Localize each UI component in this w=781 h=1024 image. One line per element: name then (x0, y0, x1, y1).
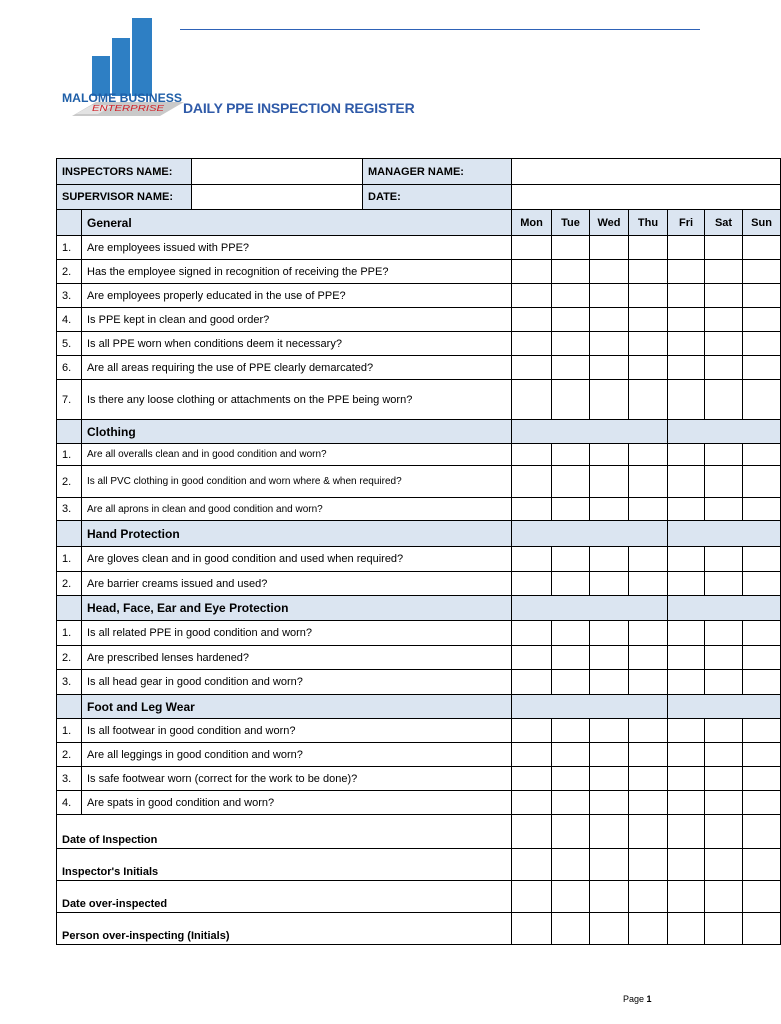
footer-row (57, 815, 781, 849)
check-cell-fri[interactable] (668, 646, 705, 670)
check-cell-sat[interactable] (705, 719, 743, 743)
inspection-register-table (56, 158, 781, 945)
question-text: Is all PPE worn when conditions deem it necessary? (82, 332, 512, 356)
check-cell-tue[interactable] (552, 356, 590, 380)
footer-cell-mon[interactable] (512, 815, 552, 849)
check-cell-mon[interactable] (512, 572, 552, 596)
check-cell-sun[interactable] (743, 646, 781, 670)
check-cell-sat[interactable] (705, 444, 743, 466)
footer-cell-wed[interactable] (590, 815, 629, 849)
question-row (57, 670, 781, 695)
check-cell-tue[interactable] (552, 260, 590, 284)
check-cell-mon[interactable] (512, 356, 552, 380)
check-cell-sun[interactable] (743, 356, 781, 380)
header-row-1 (57, 159, 781, 185)
footer-cell-thu[interactable] (629, 881, 668, 913)
question-text: Are all leggings in good condition and worn? (82, 743, 512, 767)
question-row (57, 743, 781, 767)
question-row (57, 284, 781, 308)
check-cell-tue[interactable] (552, 572, 590, 596)
check-cell-sun[interactable] (743, 498, 781, 521)
check-cell-fri[interactable] (668, 308, 705, 332)
check-cell-fri[interactable] (668, 444, 705, 466)
question-number: 1. (57, 719, 82, 743)
check-cell-fri[interactable] (668, 719, 705, 743)
question-text: Is all PVC clothing in good condition and worn where & when required? (82, 466, 512, 498)
check-cell-wed[interactable] (590, 670, 629, 695)
check-cell-wed[interactable] (590, 236, 629, 260)
check-cell-fri[interactable] (668, 670, 705, 695)
day-header-wed: Wed (590, 210, 629, 236)
footer-cell-fri[interactable] (668, 849, 705, 881)
question-number: 2. (57, 466, 82, 498)
check-cell-thu[interactable] (629, 621, 668, 646)
date-field[interactable] (512, 185, 781, 210)
check-cell-wed[interactable] (590, 332, 629, 356)
check-cell-wed[interactable] (590, 646, 629, 670)
check-cell-tue[interactable] (552, 380, 590, 420)
header-row-2 (57, 185, 781, 210)
section-fill (512, 695, 668, 719)
check-cell-tue[interactable] (552, 743, 590, 767)
section-spacer (57, 420, 82, 444)
section-fill (668, 521, 781, 547)
check-cell-mon[interactable] (512, 719, 552, 743)
check-cell-sun[interactable] (743, 743, 781, 767)
footer-cell-fri[interactable] (668, 881, 705, 913)
check-cell-sat[interactable] (705, 260, 743, 284)
check-cell-sun[interactable] (743, 236, 781, 260)
question-row (57, 466, 781, 498)
check-cell-thu[interactable] (629, 791, 668, 815)
section-spacer (57, 695, 82, 719)
footer-label: Person over-inspecting (Initials) (57, 913, 512, 945)
question-row (57, 767, 781, 791)
check-cell-sun[interactable] (743, 308, 781, 332)
footer-cell-sun[interactable] (743, 913, 781, 945)
check-cell-wed[interactable] (590, 308, 629, 332)
check-cell-tue[interactable] (552, 621, 590, 646)
check-cell-thu[interactable] (629, 743, 668, 767)
question-number: 2. (57, 260, 82, 284)
question-number: 1. (57, 444, 82, 466)
check-cell-wed[interactable] (590, 498, 629, 521)
question-number: 3. (57, 498, 82, 521)
question-number: 3. (57, 767, 82, 791)
check-cell-wed[interactable] (590, 621, 629, 646)
question-row (57, 236, 781, 260)
check-cell-fri[interactable] (668, 284, 705, 308)
check-cell-mon[interactable] (512, 743, 552, 767)
check-cell-sun[interactable] (743, 621, 781, 646)
check-cell-sat[interactable] (705, 743, 743, 767)
check-cell-sun[interactable] (743, 670, 781, 695)
footer-label: Date of Inspection (57, 815, 512, 849)
check-cell-tue[interactable] (552, 332, 590, 356)
section-spacer (57, 596, 82, 621)
section-title: Foot and Leg Wear (82, 695, 512, 719)
question-text: Are employees issued with PPE? (82, 236, 512, 260)
day-header-mon: Mon (512, 210, 552, 236)
question-row (57, 621, 781, 646)
question-number: 3. (57, 284, 82, 308)
day-header-thu: Thu (629, 210, 668, 236)
question-row (57, 332, 781, 356)
check-cell-thu[interactable] (629, 380, 668, 420)
manager-name-field[interactable] (512, 159, 781, 185)
question-text: Are barrier creams issued and used? (82, 572, 512, 596)
footer-cell-thu[interactable] (629, 849, 668, 881)
question-text: Is PPE kept in clean and good order? (82, 308, 512, 332)
check-cell-wed[interactable] (590, 444, 629, 466)
section-fill (512, 420, 668, 444)
footer-cell-wed[interactable] (590, 849, 629, 881)
footer-row (57, 849, 781, 881)
check-cell-fri[interactable] (668, 743, 705, 767)
check-cell-sun[interactable] (743, 547, 781, 572)
check-cell-fri[interactable] (668, 498, 705, 521)
question-text: Is there any loose clothing or attachments on the PPE being worn? (82, 380, 512, 420)
check-cell-mon[interactable] (512, 260, 552, 284)
check-cell-mon[interactable] (512, 670, 552, 695)
check-cell-tue[interactable] (552, 547, 590, 572)
section-fill (668, 695, 781, 719)
check-cell-fri[interactable] (668, 547, 705, 572)
check-cell-sun[interactable] (743, 572, 781, 596)
check-cell-sat[interactable] (705, 621, 743, 646)
question-number: 1. (57, 236, 82, 260)
check-cell-thu[interactable] (629, 547, 668, 572)
question-text: Are gloves clean and in good condition and used when required? (82, 547, 512, 572)
question-text: Are prescribed lenses hardened? (82, 646, 512, 670)
check-cell-thu[interactable] (629, 284, 668, 308)
question-text: Is all footwear in good condition and worn? (82, 719, 512, 743)
check-cell-sun[interactable] (743, 767, 781, 791)
svg-text:MALOME BUSINESS: MALOME BUSINESS (62, 93, 183, 105)
check-cell-mon[interactable] (512, 621, 552, 646)
check-cell-thu[interactable] (629, 572, 668, 596)
section-title: Head, Face, Ear and Eye Protection (82, 596, 512, 621)
check-cell-tue[interactable] (552, 670, 590, 695)
check-cell-mon[interactable] (512, 380, 552, 420)
check-cell-thu[interactable] (629, 356, 668, 380)
check-cell-thu[interactable] (629, 466, 668, 498)
question-row (57, 498, 781, 521)
check-cell-mon[interactable] (512, 284, 552, 308)
check-cell-thu[interactable] (629, 646, 668, 670)
check-cell-sat[interactable] (705, 236, 743, 260)
check-cell-mon[interactable] (512, 646, 552, 670)
check-cell-sat[interactable] (705, 332, 743, 356)
check-cell-sun[interactable] (743, 719, 781, 743)
section-title: General (82, 210, 512, 236)
supervisor-name-label: SUPERVISOR NAME: (57, 185, 192, 210)
question-text: Are all aprons in clean and good condition and worn? (82, 498, 512, 521)
check-cell-tue[interactable] (552, 444, 590, 466)
footer-cell-fri[interactable] (668, 815, 705, 849)
footer-cell-sat[interactable] (705, 913, 743, 945)
footer-cell-mon[interactable] (512, 913, 552, 945)
section-fill (512, 521, 668, 547)
check-cell-wed[interactable] (590, 356, 629, 380)
check-cell-wed[interactable] (590, 767, 629, 791)
check-cell-fri[interactable] (668, 791, 705, 815)
footer-label: Inspector's Initials (57, 849, 512, 881)
footer-cell-thu[interactable] (629, 815, 668, 849)
question-number: 6. (57, 356, 82, 380)
check-cell-tue[interactable] (552, 646, 590, 670)
footer-cell-sat[interactable] (705, 815, 743, 849)
check-cell-fri[interactable] (668, 621, 705, 646)
question-row (57, 791, 781, 815)
check-cell-sat[interactable] (705, 284, 743, 308)
check-cell-thu[interactable] (629, 260, 668, 284)
check-cell-mon[interactable] (512, 308, 552, 332)
check-cell-wed[interactable] (590, 260, 629, 284)
check-cell-sat[interactable] (705, 308, 743, 332)
footer-cell-tue[interactable] (552, 913, 590, 945)
page-number: Page 1 (623, 994, 652, 1004)
check-cell-sun[interactable] (743, 260, 781, 284)
check-cell-mon[interactable] (512, 767, 552, 791)
question-text: Is all head gear in good condition and worn? (82, 670, 512, 695)
question-number: 2. (57, 572, 82, 596)
check-cell-fri[interactable] (668, 356, 705, 380)
question-row (57, 444, 781, 466)
check-cell-mon[interactable] (512, 498, 552, 521)
inspector-name-label: INSPECTORS NAME: (57, 159, 192, 185)
footer-cell-mon[interactable] (512, 881, 552, 913)
check-cell-tue[interactable] (552, 767, 590, 791)
check-cell-thu[interactable] (629, 332, 668, 356)
check-cell-fri[interactable] (668, 236, 705, 260)
footer-cell-tue[interactable] (552, 881, 590, 913)
check-cell-mon[interactable] (512, 332, 552, 356)
question-row (57, 719, 781, 743)
manager-name-label: MANAGER NAME: (363, 159, 512, 185)
check-cell-wed[interactable] (590, 380, 629, 420)
check-cell-fri[interactable] (668, 767, 705, 791)
question-row (57, 646, 781, 670)
section-row (57, 420, 781, 444)
question-number: 1. (57, 547, 82, 572)
check-cell-thu[interactable] (629, 719, 668, 743)
check-cell-tue[interactable] (552, 466, 590, 498)
check-cell-fri[interactable] (668, 260, 705, 284)
check-cell-tue[interactable] (552, 498, 590, 521)
check-cell-wed[interactable] (590, 547, 629, 572)
check-cell-fri[interactable] (668, 466, 705, 498)
day-header-sun: Sun (743, 210, 781, 236)
supervisor-name-field[interactable] (192, 185, 363, 210)
check-cell-wed[interactable] (590, 466, 629, 498)
question-number: 4. (57, 308, 82, 332)
check-cell-sat[interactable] (705, 466, 743, 498)
check-cell-sun[interactable] (743, 444, 781, 466)
check-cell-sun[interactable] (743, 332, 781, 356)
question-row (57, 572, 781, 596)
question-number: 1. (57, 621, 82, 646)
question-number: 3. (57, 670, 82, 695)
footer-cell-wed[interactable] (590, 913, 629, 945)
check-cell-tue[interactable] (552, 284, 590, 308)
check-cell-thu[interactable] (629, 236, 668, 260)
section-row (57, 521, 781, 547)
question-text: Is all related PPE in good condition and worn? (82, 621, 512, 646)
check-cell-fri[interactable] (668, 380, 705, 420)
check-cell-tue[interactable] (552, 236, 590, 260)
header-rule (180, 29, 700, 30)
check-cell-sat[interactable] (705, 380, 743, 420)
check-cell-sat[interactable] (705, 767, 743, 791)
question-number: 4. (57, 791, 82, 815)
check-cell-sun[interactable] (743, 380, 781, 420)
check-cell-thu[interactable] (629, 498, 668, 521)
check-cell-wed[interactable] (590, 743, 629, 767)
footer-cell-tue[interactable] (552, 849, 590, 881)
check-cell-sat[interactable] (705, 646, 743, 670)
svg-text:ENTERPRISE: ENTERPRISE (92, 104, 165, 113)
footer-label: Date over-inspected (57, 881, 512, 913)
check-cell-sun[interactable] (743, 284, 781, 308)
question-row (57, 260, 781, 284)
document-title: DAILY PPE INSPECTION REGISTER (183, 100, 415, 116)
section-spacer (57, 521, 82, 547)
section-spacer (57, 210, 82, 236)
question-text: Is safe footwear worn (correct for the work to be done)? (82, 767, 512, 791)
inspector-name-field[interactable] (192, 159, 363, 185)
footer-cell-thu[interactable] (629, 913, 668, 945)
footer-cell-sun[interactable] (743, 815, 781, 849)
question-number: 2. (57, 743, 82, 767)
question-row (57, 547, 781, 572)
check-cell-tue[interactable] (552, 791, 590, 815)
check-cell-thu[interactable] (629, 767, 668, 791)
section-title: Clothing (82, 420, 512, 444)
question-number: 5. (57, 332, 82, 356)
check-cell-fri[interactable] (668, 572, 705, 596)
day-header-fri: Fri (668, 210, 705, 236)
check-cell-sun[interactable] (743, 791, 781, 815)
question-text: Are employees properly educated in the use of PPE? (82, 284, 512, 308)
footer-row (57, 913, 781, 945)
footer-cell-mon[interactable] (512, 849, 552, 881)
footer-cell-sat[interactable] (705, 881, 743, 913)
check-cell-sat[interactable] (705, 547, 743, 572)
question-number: 7. (57, 380, 82, 420)
check-cell-sat[interactable] (705, 670, 743, 695)
section-fill (668, 420, 781, 444)
question-text: Are spats in good condition and worn? (82, 791, 512, 815)
section-fill (668, 596, 781, 621)
question-text: Are all areas requiring the use of PPE clearly demarcated? (82, 356, 512, 380)
footer-cell-tue[interactable] (552, 815, 590, 849)
footer-cell-fri[interactable] (668, 913, 705, 945)
check-cell-tue[interactable] (552, 308, 590, 332)
date-label: DATE: (363, 185, 512, 210)
question-text: Are all overalls clean and in good condition and worn? (82, 444, 512, 466)
check-cell-thu[interactable] (629, 308, 668, 332)
check-cell-sat[interactable] (705, 791, 743, 815)
check-cell-mon[interactable] (512, 466, 552, 498)
check-cell-sun[interactable] (743, 466, 781, 498)
check-cell-wed[interactable] (590, 791, 629, 815)
check-cell-wed[interactable] (590, 719, 629, 743)
footer-cell-sun[interactable] (743, 849, 781, 881)
day-header-tue: Tue (552, 210, 590, 236)
check-cell-mon[interactable] (512, 791, 552, 815)
check-cell-sat[interactable] (705, 356, 743, 380)
section-row (57, 596, 781, 621)
check-cell-mon[interactable] (512, 547, 552, 572)
section-row (57, 210, 781, 236)
question-text: Has the employee signed in recognition of receiving the PPE? (82, 260, 512, 284)
check-cell-mon[interactable] (512, 236, 552, 260)
check-cell-sat[interactable] (705, 572, 743, 596)
section-fill (512, 596, 668, 621)
footer-row (57, 881, 781, 913)
footer-cell-wed[interactable] (590, 881, 629, 913)
footer-cell-sat[interactable] (705, 849, 743, 881)
check-cell-thu[interactable] (629, 444, 668, 466)
section-row (57, 695, 781, 719)
check-cell-thu[interactable] (629, 670, 668, 695)
company-logo (62, 14, 184, 116)
question-row (57, 356, 781, 380)
question-row (57, 308, 781, 332)
question-number: 2. (57, 646, 82, 670)
check-cell-wed[interactable] (590, 572, 629, 596)
check-cell-tue[interactable] (552, 719, 590, 743)
check-cell-sat[interactable] (705, 498, 743, 521)
check-cell-fri[interactable] (668, 332, 705, 356)
check-cell-wed[interactable] (590, 284, 629, 308)
question-row (57, 380, 781, 420)
footer-cell-sun[interactable] (743, 881, 781, 913)
check-cell-mon[interactable] (512, 444, 552, 466)
day-header-sat: Sat (705, 210, 743, 236)
section-title: Hand Protection (82, 521, 512, 547)
